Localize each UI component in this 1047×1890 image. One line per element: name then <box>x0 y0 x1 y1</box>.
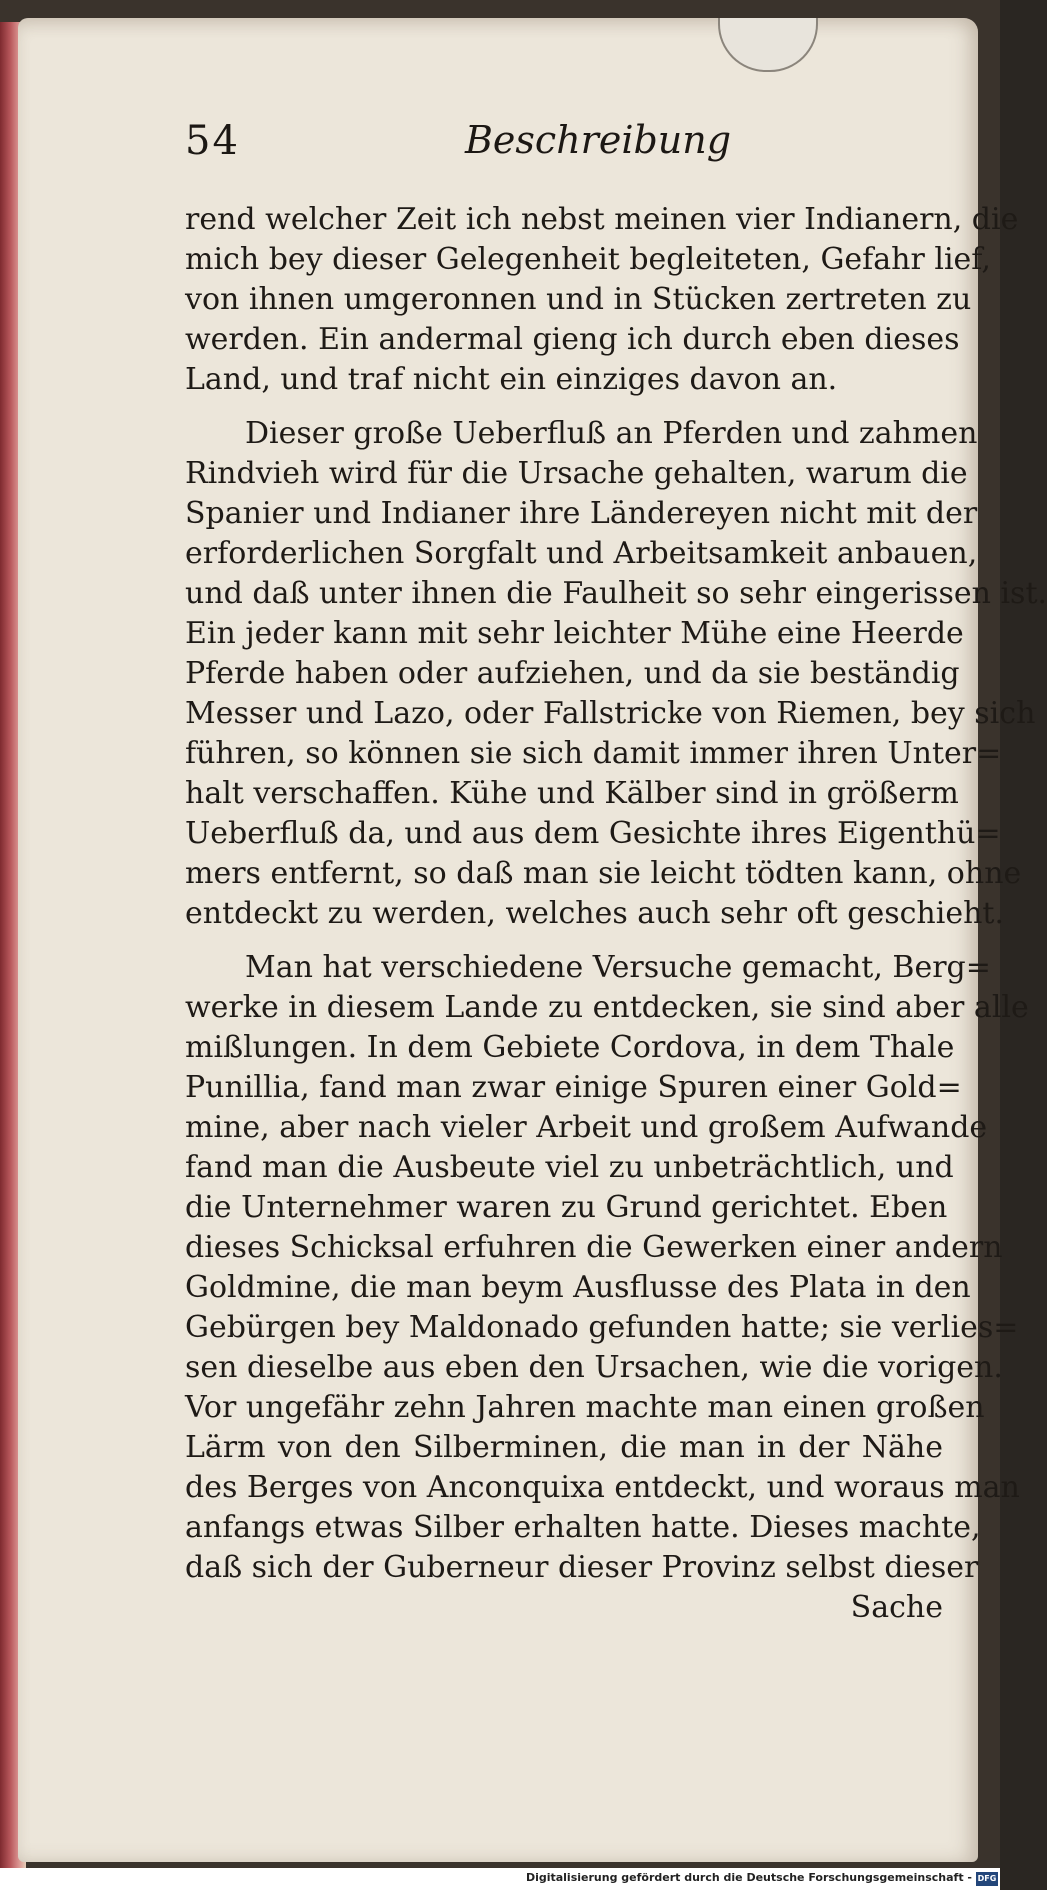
digitization-footer <box>0 1868 1000 1890</box>
text-line: Messer und Lazo, oder Fallstricke von Riemen, bey sich <box>185 696 1036 731</box>
page-header <box>185 118 945 178</box>
text-line: die Unternehmer waren zu Grund gerichtet. Eben <box>185 1190 948 1225</box>
text-line: Vor ungefähr zehn Jahren machte man einen großen <box>185 1390 985 1425</box>
text-line: mers entfernt, so daß man sie leicht tödten kann, ohne <box>185 856 1022 891</box>
text-line: des Berges von Anconquixa entdeckt, und woraus man <box>185 1470 1020 1505</box>
paragraph <box>185 948 1029 1628</box>
text-line: Land, und traf nicht ein einziges davon an. <box>185 362 838 397</box>
text-line: Goldmine, die man beym Ausflusse des Plata in den <box>185 1270 971 1305</box>
clip-ring <box>718 18 818 72</box>
text-line: Man hat verschiedene Versuche gemacht, Berg= <box>245 950 991 985</box>
text-line: Ueberfluß da, und aus dem Gesichte ihres Eigenthü= <box>185 816 1001 851</box>
running-title: Beschreibung <box>465 118 732 162</box>
text-line: Dieser große Ueberfluß an Pferden und zahmen <box>245 416 978 451</box>
text-line: Pferde haben oder aufziehen, und da sie beständig <box>185 656 960 691</box>
text-line: mine, aber nach vieler Arbeit und großem Aufwande <box>185 1110 988 1145</box>
text-line: dieses Schicksal erfuhren die Gewerken einer andern <box>185 1230 1003 1265</box>
text-line: anfangs etwas Silber erhalten hatte. Dieses machte, <box>185 1510 981 1545</box>
text-line: Punillia, fand man zwar einige Spuren einer Gold= <box>185 1070 962 1105</box>
text-line: entdeckt zu werden, welches auch sehr oft geschieht. <box>185 896 1004 931</box>
text-line: sen dieselbe aus eben den Ursachen, wie die vorigen. <box>185 1350 1003 1385</box>
footer-credit: Digitalisierung gefördert durch die Deutsche Forschungsgemeinschaft - <box>525 1871 972 1884</box>
text-line: halt verschaffen. Kühe und Kälber sind in größerm <box>185 776 959 811</box>
text-line: Lärm von den Silberminen, die man in der Nähe <box>185 1430 943 1465</box>
paragraph <box>185 200 1019 400</box>
text-line: Gebürgen bey Maldonado gefunden hatte; sie verlies= <box>185 1310 1019 1345</box>
text-line: Rindvieh wird für die Ursache gehalten, warum die <box>185 456 968 491</box>
text-line: daß sich der Guberneur dieser Provinz selbst dieser <box>185 1550 979 1585</box>
text-line: und daß unter ihnen die Faulheit so sehr eingerissen ist. <box>185 576 1047 611</box>
text-line: mißlungen. In dem Gebiete Cordova, in dem Thale <box>185 1030 955 1065</box>
text-line: rend welcher Zeit ich nebst meinen vier Indianern, die <box>185 202 1019 237</box>
text-line: führen, so können sie sich damit immer ihren Unter= <box>185 736 1002 771</box>
paragraph <box>185 414 1047 934</box>
body-text <box>185 200 1047 1642</box>
page-number: 54 <box>185 118 240 164</box>
catchword: Sache <box>850 1590 943 1625</box>
text-line: werden. Ein andermal gieng ich durch eben dieses <box>185 322 960 357</box>
text-line: Ein jeder kann mit sehr leichter Mühe eine Heerde <box>185 616 964 651</box>
text-line: erforderlichen Sorgfalt und Arbeitsamkeit anbauen, <box>185 536 978 571</box>
dfg-logo-icon: DFG <box>976 1872 998 1886</box>
text-line: fand man die Ausbeute viel zu unbeträchtlich, und <box>185 1150 954 1185</box>
text-line: mich bey dieser Gelegenheit begleiteten, Gefahr lief, <box>185 242 991 277</box>
text-line: von ihnen umgeronnen und in Stücken zertreten zu <box>185 282 972 317</box>
text-line: Spanier und Indianer ihre Ländereyen nicht mit der <box>185 496 978 531</box>
text-line: werke in diesem Lande zu entdecken, sie sind aber alle <box>185 990 1029 1025</box>
